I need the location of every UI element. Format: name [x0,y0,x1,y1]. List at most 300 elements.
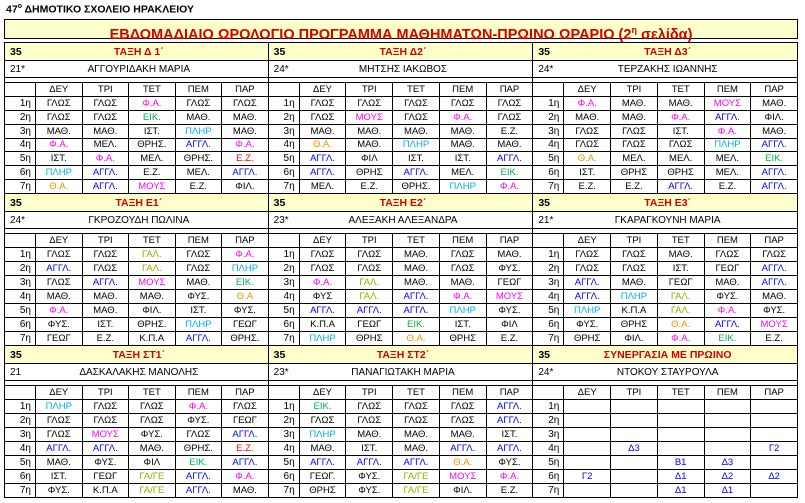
lesson-cell: ΘΡΗΣ [439,332,486,345]
class-code: 35 [538,196,551,209]
lesson-cell: ΜΕΛ. [299,180,346,193]
class-block [4,346,269,498]
period-label: 5η [283,305,295,316]
period-row [533,180,797,193]
lesson-cell: ΓΛΩΣ [128,400,175,413]
period-label: 6η [283,167,295,179]
student-count: 21 [10,366,22,378]
lesson-cell: ΙΣΤ. [345,442,392,455]
period-label: 7η [283,485,295,496]
corner-cell [269,83,299,96]
lesson-cell: Κ.Π.Α [82,484,129,497]
lesson-cell: ΓΛΩΣ [82,262,129,275]
corner-cell [533,386,563,399]
lesson-cell: ΜΑΘ. [221,484,268,497]
lesson-cell: ΑΓΓΛ. [486,400,533,413]
lesson-cell: ΓΑΛ. [345,276,392,289]
lesson-cell: ΙΣΤ. [486,428,533,441]
period-row [269,456,533,470]
period-label: 6η [548,319,560,330]
lesson-cell: ΑΓΓΛ. [750,139,797,152]
lesson-cell: ΑΓΓΛ. [750,166,797,179]
period-label: 1η [283,97,295,109]
period-row [5,332,268,345]
day-header: ΠΕΜ [175,234,222,247]
teacher-name: ΝΤΟΚΟΥ ΣΤΑΥΡΟΥΛΑ [616,366,719,378]
day-header: ΔΕΥ [563,234,610,247]
lesson-cell: ΓΛΩΣ [128,414,175,427]
lesson-cell: Θ.Α. [657,318,704,331]
lesson-cell: ΓΕΩΓ [221,414,268,427]
lesson-cell: Ε.Ζ. [750,332,797,345]
lesson-cell: Δ3 [704,456,751,469]
lesson-cell: ΠΛΗΡ [175,125,222,138]
lesson-cell: ΜΑΘ. [392,428,439,441]
lesson-cell: ΓΛΩΣ [345,262,392,275]
day-header: ΔΕΥ [563,83,610,96]
period-label: 5η [19,457,31,468]
class-code: 35 [538,348,551,361]
timetable-grid [4,42,798,498]
lesson-cell: Ε.Ζ. [221,442,268,455]
period-label: 1η [19,401,31,412]
lesson-cell: ΜΟΥΣ [82,428,129,441]
lesson-cell: ΑΓΓΛ. [221,428,268,441]
lesson-cell: ΕΙΚ. [750,152,797,165]
lesson-cell: Γ2 [750,442,797,455]
lesson-cell: Φ.Α. [657,332,704,345]
lesson-cell: Κ.Π.Α [128,332,175,345]
lesson-cell: ΙΣΤ. [657,125,704,138]
period-label: 6η [19,471,31,482]
period-row [5,304,268,318]
lesson-cell: ΑΓΓΛ. [704,111,751,124]
lesson-cell: ΜΑΘ. [439,428,486,441]
lesson-cell: ΘΡΗΣ [345,332,392,345]
lesson-cell: Ε.Ζ. [175,180,222,193]
period-row [533,304,797,318]
period-row [5,125,268,139]
lesson-cell: ΑΓΓΛ. [750,180,797,193]
lesson-cell: ΑΓΓΛ. [657,180,704,193]
lesson-cell [563,400,610,413]
lesson-cell: ΓΛΩΣ [35,276,82,289]
lesson-cell: ΑΓΓΛ. [563,276,610,289]
lesson-cell: ΑΓΓΛ. [175,470,222,483]
lesson-cell: ΓΑ/ΓΕ [128,484,175,497]
lesson-cell: ΘΡΗΣ [563,332,610,345]
teacher-row [533,364,797,381]
lesson-cell: ΜΑΘ. [175,111,222,124]
day-header: ΤΡΙ [610,234,657,247]
lesson-cell: Κ.Π.Α [610,304,657,317]
lesson-cell: ΕΙΚ. [704,332,751,345]
lesson-cell: Ε.Ζ. [82,332,129,345]
lesson-cell: ΦΙΛ. [128,304,175,317]
lesson-cell: ΜΑΘ. [486,139,533,152]
period-row [533,290,797,304]
lesson-cell: ΜΑΘ. [750,290,797,303]
period-row [5,248,268,262]
lesson-cell [657,428,704,441]
lesson-cell: ΙΣΤ. [175,304,222,317]
lesson-cell: Ε.Ζ. [486,332,533,345]
class-code: 35 [273,45,286,58]
lesson-cell: ΜΟΥΣ [345,111,392,124]
lesson-cell: ΜΑΘ. [221,125,268,138]
lesson-cell: ΙΣΤ. [128,125,175,138]
lesson-cell: ΦΥΣ. [486,262,533,275]
day-header-row [269,83,533,97]
lesson-cell: ΓΛΩΣ [299,248,346,261]
lesson-cell: ΜΕΛ. [175,166,222,179]
lesson-cell: ΓΛΩΣ [35,111,82,124]
lesson-cell [610,400,657,413]
corner-cell [533,83,563,96]
lesson-cell [657,400,704,413]
teacher-name: ΓΚΑΡΑΓΚΟΥΝΗ ΜΑΡΙΑ [614,214,721,226]
teacher-row [5,212,268,229]
day-header: ΠΕΜ [175,83,222,96]
lesson-cell: ΘΡΗΣ. [175,442,222,455]
lesson-cell: ΜΑΘ. [82,304,129,317]
period-label: 5η [548,153,560,165]
lesson-cell: ΕΙΚ. [128,111,175,124]
lesson-cell: ΦΙΛ. [439,484,486,497]
period-row [5,470,268,484]
period-label: 4η [19,443,31,454]
day-header: ΠΑΡ [221,386,268,399]
period-row [269,318,533,332]
period-label: 5η [19,305,31,316]
lesson-cell [750,414,797,427]
lesson-cell: ΓΛΩΣ [221,400,268,413]
period-row [5,400,268,414]
lesson-cell: ΦΥΣ. [175,290,222,303]
period-row [269,484,533,497]
day-header: ΤΡΙ [82,386,129,399]
lesson-cell: ΜΑΘ. [610,111,657,124]
lesson-cell: ΦΥΣ. [128,428,175,441]
day-header: ΔΕΥ [35,386,82,399]
lesson-cell: Ε.Ζ. [486,484,533,497]
lesson-cell: ΜΑΘ. [221,111,268,124]
lesson-cell: ΦΙΛ. [610,332,657,345]
period-row [533,262,797,276]
lesson-cell: Θ.Α. [563,152,610,165]
lesson-cell: ΓΛΩΣ [439,400,486,413]
day-header: ΤΕΤ [392,83,439,96]
period-row [269,125,533,139]
lesson-cell: Θ.Α. [392,332,439,345]
lesson-cell: ΜΑΘ. [392,442,439,455]
period-label: 3η [283,277,295,288]
class-header [269,194,533,212]
period-row [269,470,533,484]
day-header: ΤΡΙ [82,83,129,96]
day-header: ΠΑΡ [750,234,797,247]
lesson-cell: ΘΡΗΣ [299,484,346,497]
period-label: 4η [283,139,295,151]
class-code: 35 [273,348,286,361]
day-header-row [5,386,268,400]
lesson-cell: ΕΙΚ. [175,456,222,469]
lesson-cell: ΓΛΩΣ [439,97,486,110]
period-row [533,139,797,153]
period-label: 4η [548,443,560,454]
class-code: 35 [10,348,22,361]
period-label: 7η [548,181,560,193]
period-row [533,125,797,139]
period-row [5,428,268,442]
period-label: 1η [548,249,560,260]
lesson-cell: Ε.Ζ. [345,180,392,193]
class-name: ΣΥΝΕΡΓΑΣΙΑ ΜΕ ΠΡΩΙΝΟ [603,348,732,361]
day-header-row [533,234,797,248]
class-name: ΤΑΞΗ Δ2΄ [379,45,427,58]
lesson-cell: ΜΑΘ. [657,97,704,110]
period-row [533,470,797,484]
lesson-cell: ΜΑΘ. [610,97,657,110]
period-row [5,318,268,332]
lesson-cell: ΙΣΤ. [392,152,439,165]
lesson-cell: ΦΥΣ. [704,290,751,303]
lesson-cell: ΘΡΗΣ. [128,139,175,152]
class-header [5,194,268,212]
lesson-cell: ΙΣΤ. [35,470,82,483]
lesson-cell [750,456,797,469]
student-count: 23* [273,214,289,226]
period-row [269,152,533,166]
lesson-cell: Φ.Α. [221,470,268,483]
lesson-cell: ΑΓΓΛ. [439,442,486,455]
lesson-cell: ΑΓΓΛ. [221,456,268,469]
period-label: 4η [19,139,31,151]
period-label: 2η [283,263,295,274]
lesson-cell: ΓΛΩΣ [563,139,610,152]
day-header: ΠΕΜ [704,83,751,96]
period-row [5,276,268,290]
day-header: ΠΑΡ [221,83,268,96]
lesson-cell: ΓΛΩΣ [610,262,657,275]
period-label: 3η [548,277,560,288]
period-row [5,152,268,166]
lesson-cell: ΓΛΩΣ [345,400,392,413]
lesson-cell: ΜΑΘ. [439,125,486,138]
lesson-cell: ΓΑ/ΓΕ [128,470,175,483]
period-label: 7η [283,333,295,344]
period-row [269,248,533,262]
period-row [533,152,797,166]
lesson-cell: ΜΑΘ. [345,125,392,138]
lesson-cell: Φ.Α. [175,400,222,413]
period-row [533,428,797,442]
period-row [269,332,533,345]
lesson-cell: ΑΓΓΛ. [299,166,346,179]
period-row [533,97,797,111]
lesson-cell: ΦΥΣ. [486,304,533,317]
class-code: 35 [10,196,22,209]
lesson-cell: ΑΓΓΛ. [82,166,129,179]
class-block [4,42,269,194]
lesson-cell: ΓΕΩΓ [704,262,751,275]
period-label: 3η [548,429,560,440]
lesson-cell: ΘΡΗΣ [610,318,657,331]
lesson-cell: ΕΙΚ. [486,166,533,179]
lesson-cell: ΙΣΤ. [439,152,486,165]
lesson-cell: ΓΑΛ. [657,304,704,317]
lesson-cell: ΑΓΓΛ. [392,166,439,179]
period-row [533,400,797,414]
lesson-cell [610,428,657,441]
lesson-cell [704,400,751,413]
page-title: ΕΒΔΟΜΑΔΙΑΙΟ ΩΡΟΛΟΓΙΟ ΠΡΟΓΡΑΜΜΑ ΜΑΘΗΜΑΤΩΝ-ΠΡΩΙΝΟ ΩΡΑΡΙΟ ($2^\eta$ σελίδα) [4,19,798,39]
lesson-cell: ΠΛΗΡ [610,290,657,303]
lesson-cell: ΜΑΘ. [128,442,175,455]
teacher-row [533,212,797,229]
lesson-cell: ΕΙΚ. [299,400,346,413]
lesson-cell: ΜΕΛ. [704,152,751,165]
teacher-row [269,61,533,78]
day-header: ΤΕΤ [392,386,439,399]
period-row [533,166,797,180]
lesson-cell: ΦΙΛ. [221,180,268,193]
lesson-cell: ΓΕΩΓ [345,318,392,331]
corner-cell [269,386,299,399]
day-header: ΤΕΤ [128,386,175,399]
class-code: 35 [273,196,286,209]
lesson-cell [750,428,797,441]
period-label: 1η [548,401,560,412]
lesson-cell: ΙΣΤ. [35,152,82,165]
lesson-cell: ΑΓΓΛ. [299,152,346,165]
period-row [5,290,268,304]
lesson-cell: Κ.Π.Α [299,318,346,331]
lesson-cell: ΜΟΥΣ [486,290,533,303]
day-header: ΤΕΤ [657,83,704,96]
lesson-cell: ΜΑΘ. [610,276,657,289]
period-row [269,290,533,304]
period-row [533,248,797,262]
lesson-cell: Ε.Ζ. [128,166,175,179]
period-label: 2η [548,111,560,123]
lesson-cell: ΜΑΘ. [657,248,704,261]
class-block [533,346,798,498]
period-label: 3η [283,125,295,137]
day-header: ΠΑΡ [221,234,268,247]
lesson-cell: ΓΛΩΣ [563,125,610,138]
teacher-name: ΑΓΓΟΥΡΙΔΑΚΗ ΜΑΡΙΑ [87,63,191,75]
corner-cell [5,386,35,399]
lesson-cell: ΘΡΗΣ. [392,180,439,193]
day-header: ΔΕΥ [299,234,346,247]
lesson-cell: Φ.Α. [486,180,533,193]
lesson-cell: ΓΛΩΣ [392,400,439,413]
period-label: 7η [548,485,560,496]
lesson-cell: Ε.Ζ. [610,180,657,193]
teacher-name: ΜΗΤΣΗΣ ΙΑΚΩΒΟΣ [358,63,448,75]
lesson-cell: ΦΥΣ. [221,304,268,317]
teacher-row [269,212,533,229]
day-header: ΤΡΙ [345,386,392,399]
lesson-cell: ΑΓΓΛ. [175,332,222,345]
lesson-cell: ΜΑΘ. [439,276,486,289]
lesson-cell: ΓΑ/ΓΕ [392,484,439,497]
lesson-cell: ΜΟΥΣ [750,318,797,331]
lesson-cell: ΜΑΘ. [175,276,222,289]
period-row [5,456,268,470]
lesson-cell: ΜΑΘ. [128,290,175,303]
lesson-cell: ΦΥΣ. [35,484,82,497]
lesson-cell: ΦΥΣ. [82,456,129,469]
day-header-row [533,386,797,400]
period-row [269,414,533,428]
lesson-cell: ΓΕΩΓ [486,276,533,289]
lesson-cell: Φ.Α. [128,97,175,110]
lesson-cell: ΑΓΓΛ. [345,304,392,317]
lesson-cell: ΘΡΗΣ [657,166,704,179]
day-header: ΔΕΥ [35,83,82,96]
lesson-cell: ΓΛΩΣ [610,125,657,138]
lesson-cell: Ε.Ζ. [704,180,751,193]
class-block [269,42,534,194]
lesson-cell: ΜΑΘ. [750,97,797,110]
period-label: 4η [19,291,31,302]
lesson-cell: Θ.Α. [299,139,346,152]
lesson-cell: Φ.Α. [563,97,610,110]
period-row [533,111,797,125]
period-row [5,111,268,125]
lesson-cell: ΙΣΤ. [563,166,610,179]
lesson-cell: ΜΑΘ. [563,111,610,124]
day-header: ΤΡΙ [610,83,657,96]
lesson-cell: Δ1 [657,470,704,483]
lesson-cell: ΜΑΘ. [345,139,392,152]
lesson-cell [563,428,610,441]
lesson-cell: ΦΙΛ [128,456,175,469]
lesson-cell: ΓΛΩΣ [35,428,82,441]
day-header: ΤΡΙ [610,386,657,399]
lesson-cell: ΜΕΛ. [657,152,704,165]
lesson-cell [704,442,751,455]
lesson-cell: ΑΓΓΛ. [704,318,751,331]
lesson-cell: ΜΑΘ. [35,456,82,469]
period-label: 3η [19,429,31,440]
period-row [5,166,268,180]
corner-cell [269,234,299,247]
lesson-cell [563,442,610,455]
lesson-cell: ΑΓΓΛ. [35,262,82,275]
lesson-cell: Δ2 [750,470,797,483]
day-header: ΔΕΥ [563,386,610,399]
period-row [5,139,268,153]
lesson-cell: Θ.Α. [35,180,82,193]
lesson-cell: ΠΛΗΡ [704,139,751,152]
lesson-cell: ΦΙΛ. [750,111,797,124]
lesson-cell [563,456,610,469]
lesson-cell: ΜΟΥΣ [128,276,175,289]
lesson-cell: ΜΑΘ. [704,276,751,289]
period-row [533,318,797,332]
period-row [5,97,268,111]
period-row [269,304,533,318]
lesson-cell: ΜΕΛ. [128,152,175,165]
lesson-cell [657,442,704,455]
lesson-cell: ΜΑΘ. [439,139,486,152]
lesson-cell: ΓΕΩΓ [35,332,82,345]
day-header: ΤΕΤ [657,234,704,247]
period-label: 3η [548,125,560,137]
